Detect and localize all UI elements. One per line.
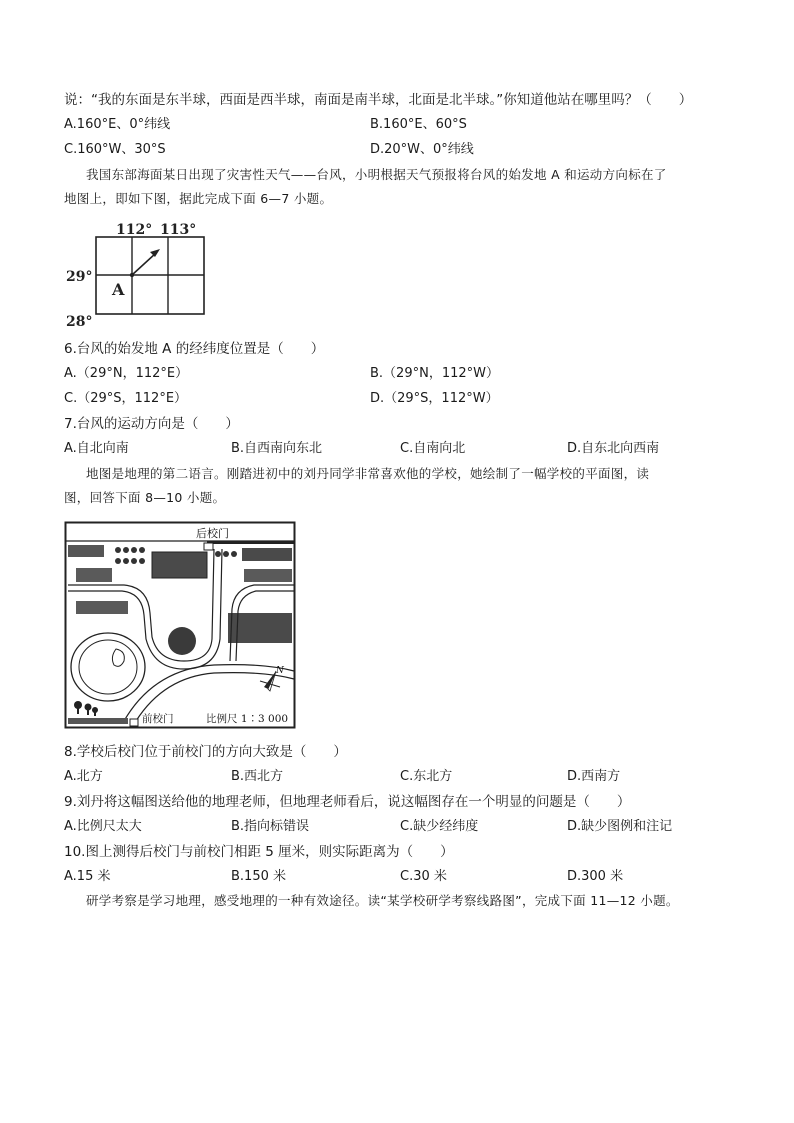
lat-label-29: 29° [66, 269, 93, 285]
q10-option-b: B.150 米 [231, 869, 286, 884]
front-gate-label: 前校门 [142, 713, 174, 725]
typhoon-direction-arrow [132, 253, 156, 275]
q7-option-c: C.自南向北 [400, 441, 466, 456]
q8-stem: 8.学校后校门位于前校门的方向大致是（ ） [64, 744, 347, 760]
north-letter: N [276, 666, 284, 676]
q5-option-a: A.160°E、0°纬线 [64, 117, 171, 132]
q5-options-row2 [64, 141, 764, 159]
back-gate-icon [204, 543, 213, 550]
lon-label-113: 113° [160, 222, 197, 238]
lon-label-112: 112° [116, 222, 153, 238]
point-a-label: A [112, 280, 125, 299]
school-plan-map [64, 521, 296, 729]
q7-stem: 7.台风的运动方向是（ ） [64, 416, 239, 432]
lat-lon-grid-map [62, 218, 212, 330]
back-gate-label: 后校门 [196, 527, 229, 540]
q5-option-d: D.20°W、0°纬线 [370, 142, 474, 157]
point-a-dot [130, 273, 134, 277]
q9-option-b: B.指向标错误 [231, 819, 310, 834]
q10-option-c: C.30 米 [400, 869, 447, 884]
scale-label: 比例尺 1∶3 000 [206, 713, 289, 725]
q6-option-a: A.（29°N，112°E） [64, 366, 189, 381]
q5-option-b: B.160°E、60°S [370, 117, 467, 132]
q5-option-c: C.160°W、30°S [64, 142, 166, 157]
q8-options [64, 768, 764, 786]
intro-8-10-line1: 地图是地理的第二语言。刚踏进初中的刘丹同学非常喜欢他的学校，她绘制了一幅学校的平面图，读 [86, 466, 650, 481]
intro-11-12-line1: 研学考察是学习地理，感受地理的一种有效途径。读“某学校研学考察线路图”，完成下面 11—12 小题。 [86, 893, 679, 908]
building-top-right [242, 548, 292, 561]
building-right-1 [244, 569, 292, 582]
q6-option-d: D.（29°S，112°W） [370, 391, 499, 406]
q6-options-row1 [64, 365, 764, 383]
q7-option-a: A.自北向南 [64, 441, 129, 456]
q10-options [64, 868, 764, 886]
arrow-head-icon [150, 249, 160, 257]
q9-option-a: A.比例尺太大 [64, 819, 142, 834]
q6-option-b: B.（29°N，112°W） [370, 366, 499, 381]
q9-option-c: C.缺少经纬度 [400, 819, 479, 834]
front-gate-icon [130, 719, 138, 726]
lat-label-28: 28° [66, 314, 93, 330]
q5-stem: 说：“我的东面是东半球，西面是西半球，南面是南半球，北面是北半球。”你知道他站在哪里吗？（ ） [64, 92, 693, 108]
building-top-center [152, 552, 207, 578]
q6-options-row2 [64, 390, 764, 408]
intro-6-7-line2: 地图上，即如下图，据此完成下面 6—7 小题。 [64, 191, 333, 206]
building-left-1 [76, 568, 112, 582]
q5-options-row1 [64, 116, 764, 134]
q9-stem: 9.刘丹将这幅图送给他的地理老师，但地理老师看后，说这幅图存在一个明显的问题是（ ） [64, 794, 631, 810]
q8-option-c: C.东北方 [400, 769, 453, 784]
q7-option-d: D.自东北向西南 [567, 441, 660, 456]
intro-6-7-line1: 我国东部海面某日出现了灾害性天气——台风，小明根据天气预报将台风的始发地 A 和运动方向标在了 [86, 167, 667, 182]
q10-option-a: A.15 米 [64, 869, 111, 884]
q8-option-b: B.西北方 [231, 769, 284, 784]
center-roundabout [168, 627, 196, 655]
q6-option-c: C.（29°S，112°E） [64, 391, 188, 406]
building-left-2 [76, 601, 128, 614]
q7-option-b: B.自西南向东北 [231, 441, 323, 456]
q10-option-d: D.300 米 [567, 869, 624, 884]
q6-stem: 6.台风的始发地 A 的经纬度位置是（ ） [64, 341, 325, 357]
q8-option-a: A.北方 [64, 769, 103, 784]
q8-option-d: D.西南方 [567, 769, 621, 784]
q7-options [64, 440, 764, 458]
q10-stem: 10.图上测得后校门与前校门相距 5 厘米，则实际距离为（ ） [64, 844, 454, 860]
q9-options [64, 818, 764, 836]
intro-8-10-line2: 图，回答下面 8—10 小题。 [64, 490, 226, 505]
q9-option-d: D.缺少图例和注记 [567, 819, 673, 834]
